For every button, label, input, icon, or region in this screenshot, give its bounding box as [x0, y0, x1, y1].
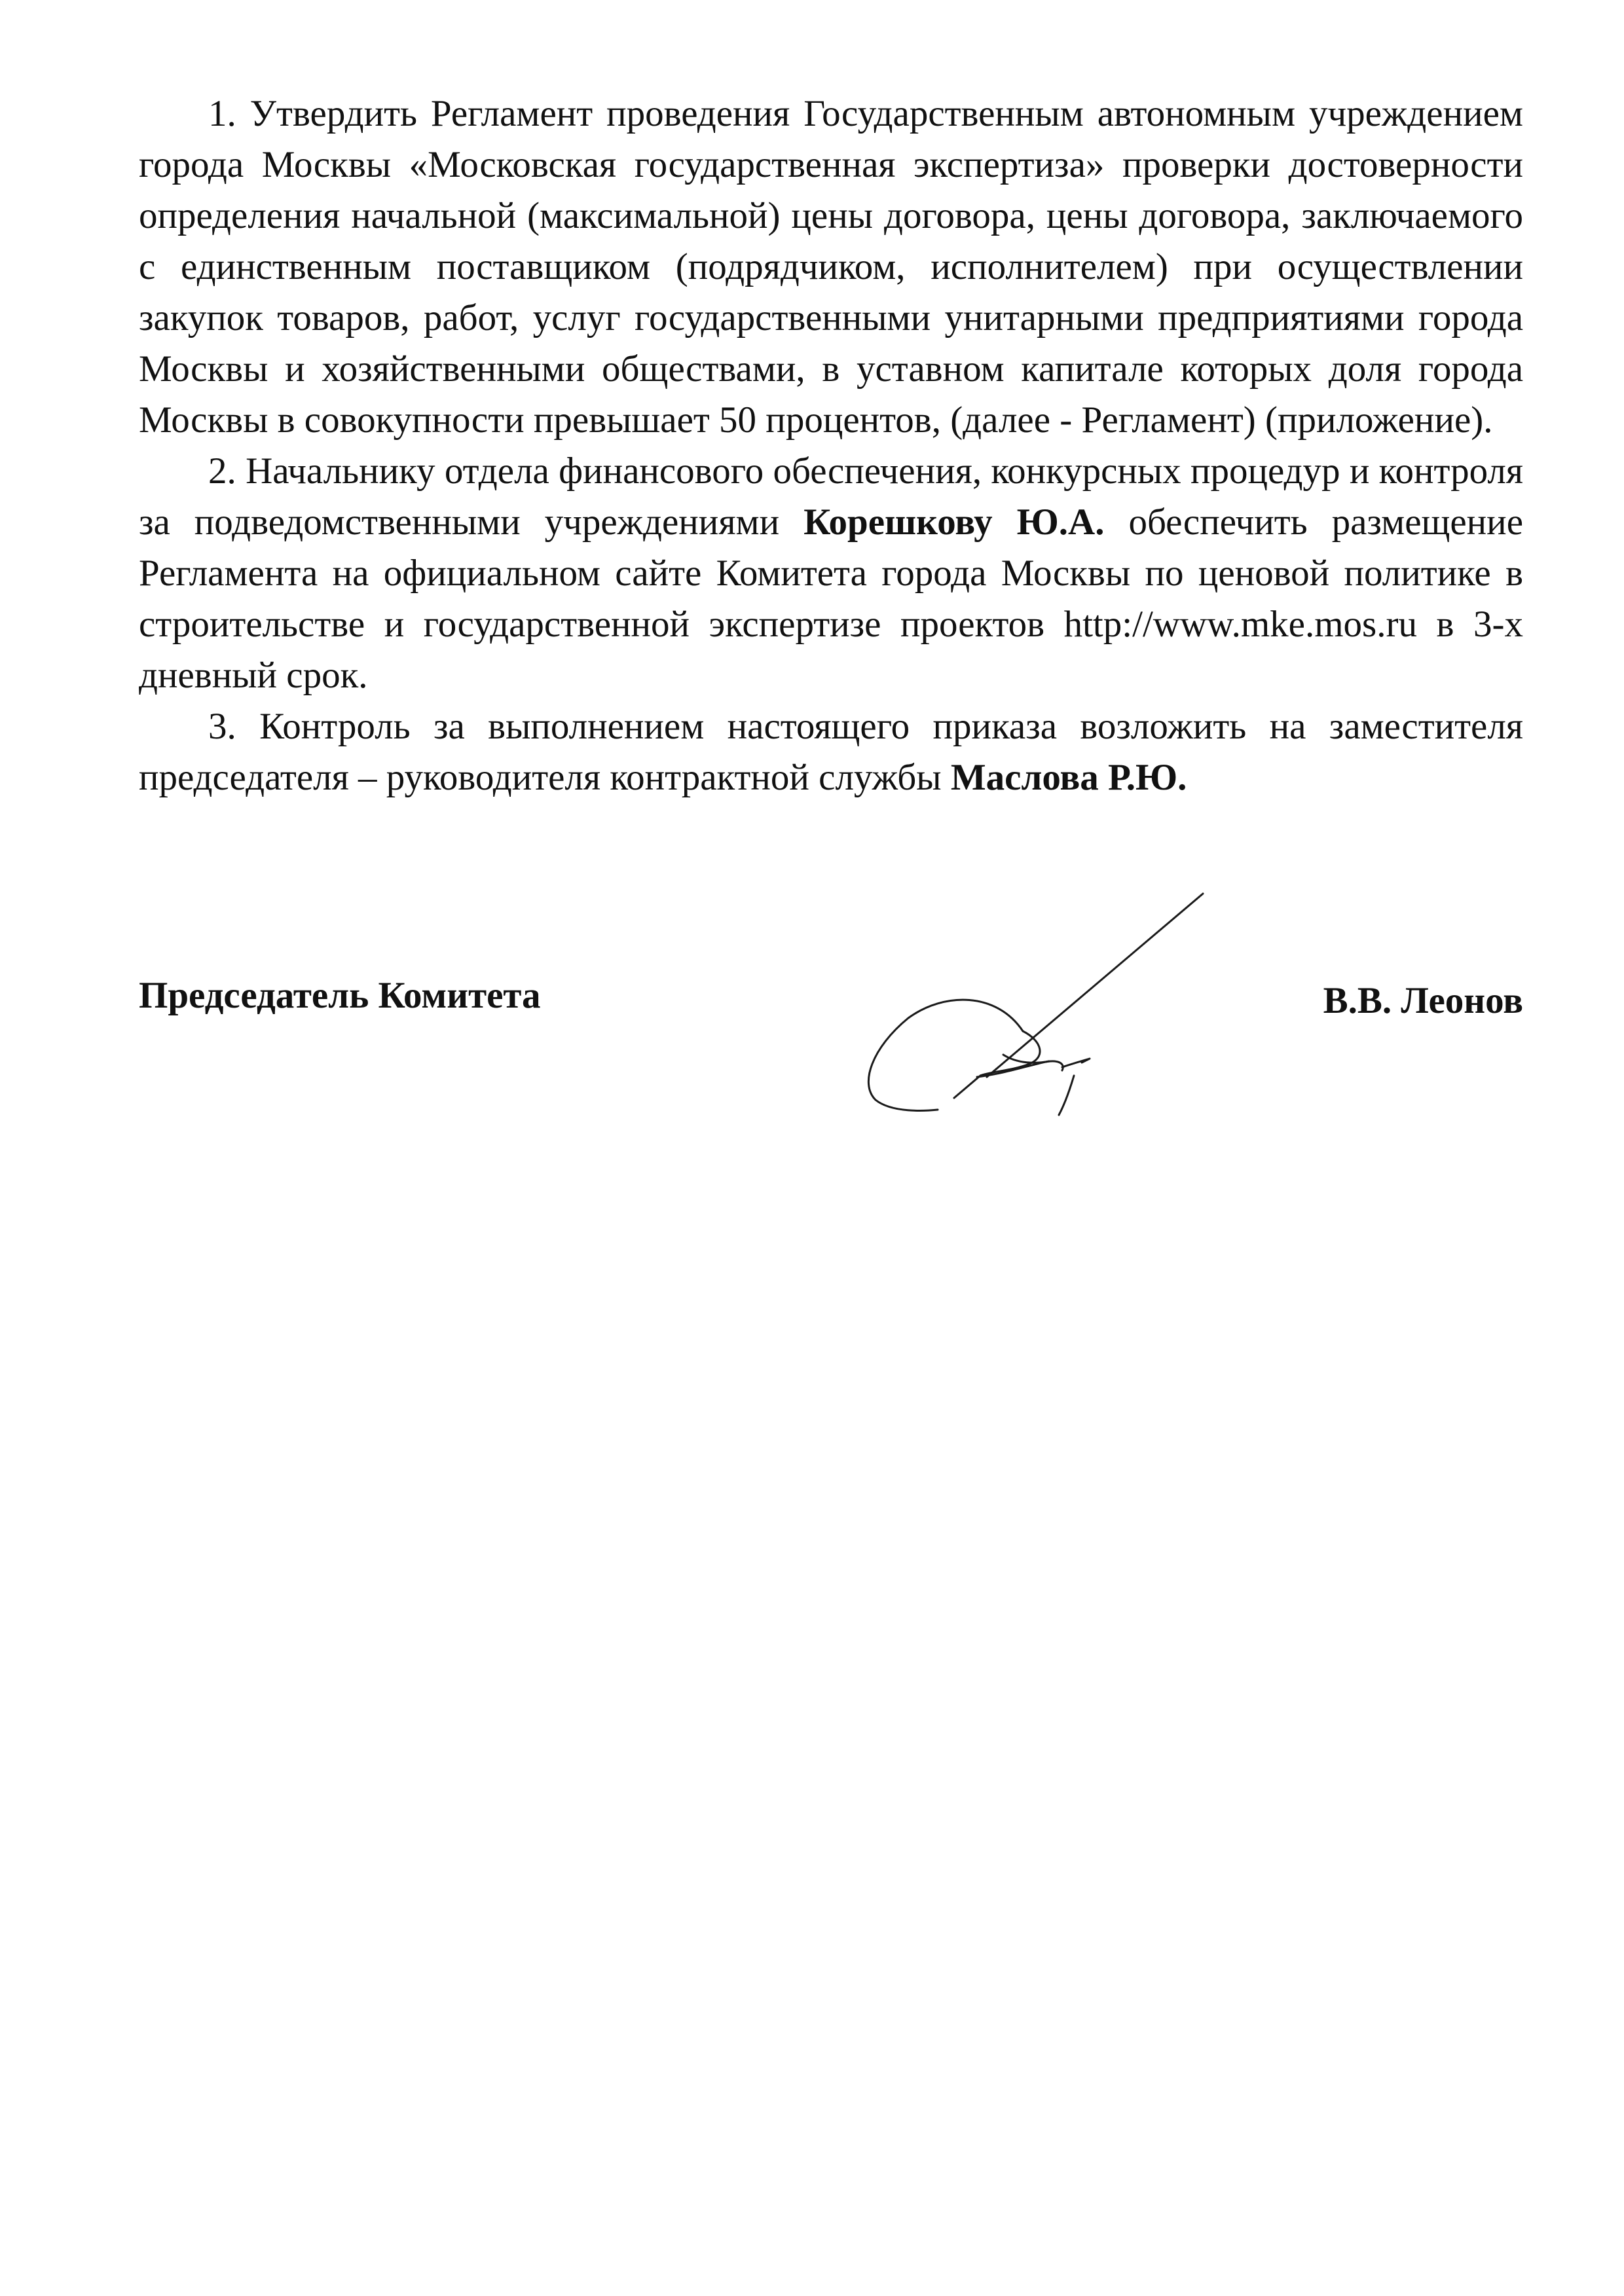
paragraph-2-url: http://www.mke.mos.ru — [1063, 604, 1417, 645]
paragraph-2-responsible-person: Корешкову Ю.А. — [803, 501, 1105, 543]
paragraph-2 — [139, 446, 1523, 701]
paragraph-2-text-end: в 3-х дневный срок. — [139, 604, 1523, 696]
signatory-title: Председатель Комитета — [139, 975, 541, 1016]
signature-block — [139, 930, 1523, 1139]
signatory-name: В.В. Леонов — [1323, 980, 1523, 1021]
paragraph-3-responsible-person: Маслова Р.Ю. — [950, 757, 1187, 798]
handwritten-signature — [846, 867, 1265, 1116]
paragraph-2-text-middle: обеспечить размещение Регламента на официальном сайте Комитета города Москвы по ценовой политике в строительстве и государственной экспертизе проектов — [139, 501, 1523, 645]
paragraph-1-text: 1. Утвердить Регламент проведения Государственным автономным учреждением города Москвы «Московская государственная экспертиза» проверки достоверности определения начальной (максимальной) цены договора, цены договора, заключаемого с единственным поставщиком (подрядчиком, исполнителем) при осуществлении закупок товаров, работ, услуг государственными унитарными предприятиями города Москвы и хозяйственными обществами, в уставном капитале которых доля города Москвы в совокупности превышает 50 процентов, (далее - Регламент) (приложение). — [139, 93, 1523, 441]
paragraph-3 — [139, 701, 1523, 803]
paragraph-1 — [139, 88, 1523, 446]
paragraph-2-text-start: 2. Начальнику отдела финансового обеспечения, конкурсных процедур и контроля за подведомственными учреждениями — [139, 450, 1523, 543]
document-body — [139, 88, 1523, 803]
paragraph-3-text: 3. Контроль за выполнением настоящего приказа возложить на заместителя председателя – руководителя контрактной службы — [139, 706, 1523, 798]
